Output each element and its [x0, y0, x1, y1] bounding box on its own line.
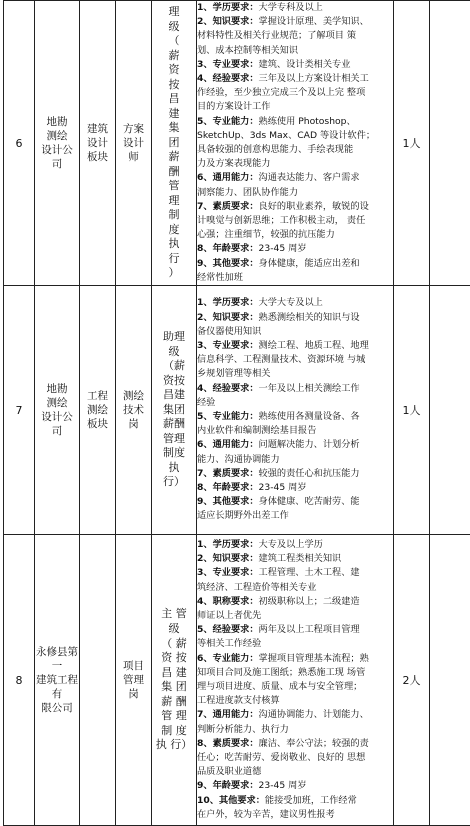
requirement-text: 划、成本控制等相关知识: [197, 45, 298, 56]
requirement-text: 身体健康，能适应出差和: [259, 258, 360, 269]
company-cell: [35, 286, 80, 535]
requirement-line: [197, 296, 393, 310]
level-line: ）: [169, 266, 180, 281]
requirement-text: 乡规划管理等相关: [197, 368, 271, 379]
requirement-text: 身体健康、吃苦耐劳、能: [259, 496, 360, 507]
requirement-line: [197, 637, 393, 651]
requirement-line: [197, 723, 393, 737]
requirement-text: 初级职称以上；二级建造: [259, 596, 360, 607]
level-line: 薪: [169, 150, 180, 165]
headcount-cell: 1人: [394, 286, 430, 535]
requirement-line: [197, 58, 393, 72]
requirement-text: 掌握项目管理基本流程；熟: [259, 653, 369, 664]
position-line: 岗: [116, 687, 151, 701]
level-line: 行: [169, 252, 180, 267]
level-line: 按: [169, 78, 180, 93]
level-text: [156, 607, 193, 752]
level-line: （薪: [163, 359, 185, 374]
requirement-line: [197, 143, 393, 157]
requirement-text: 测绘工程、地质工程、地理: [259, 340, 369, 351]
requirement-line: [197, 157, 393, 171]
requirement-line: [197, 652, 393, 666]
headcount-cell: 1人: [394, 1, 430, 286]
level-line: （: [169, 34, 180, 49]
requirement-text: 力及方案表现能力: [197, 158, 271, 169]
company-cell: [35, 535, 80, 826]
position-line: 技术: [116, 403, 151, 417]
requirement-line: [197, 339, 393, 353]
level-line: 资 按: [156, 651, 193, 666]
requirement-line: [197, 228, 393, 242]
level-line: 助理: [163, 330, 185, 345]
requirement-text: 两年及以上工程项目管理: [259, 624, 360, 635]
requirement-label: 2、知识要求：: [197, 16, 259, 27]
requirement-line: [197, 566, 393, 580]
level-line: 执: [169, 237, 180, 252]
company-line: 建筑工程有: [35, 673, 79, 701]
requirement-line: [197, 552, 393, 566]
department-line: 设计: [80, 136, 115, 150]
requirement-line: [197, 438, 393, 452]
requirement-text: 一年及以上相关测绘工作: [259, 383, 360, 394]
requirement-label: 9、其他要求：: [197, 258, 259, 269]
requirement-text: 问题解决能力、计划分析: [259, 439, 360, 450]
requirement-line: [197, 779, 393, 793]
requirement-label: 6、通用能力：: [197, 439, 259, 450]
department-line: 测绘: [80, 403, 115, 417]
notes-cell: [430, 286, 470, 535]
requirement-label: 1、学历要求：: [197, 539, 259, 550]
requirement-line: [197, 129, 393, 143]
requirement-line: [197, 765, 393, 779]
requirement-line: [197, 424, 393, 438]
level-text: [163, 330, 185, 490]
company-cell: [35, 1, 80, 286]
position-line: 测绘: [116, 389, 151, 403]
company-line: 司: [35, 157, 79, 171]
requirement-text: 适应长期野外出差工作: [197, 510, 289, 521]
recruitment-table: [3, 0, 470, 826]
requirement-label: 4、经验要求：: [197, 383, 259, 394]
requirement-label: 9、年龄要求：: [197, 780, 259, 791]
level-line: 建: [169, 107, 180, 122]
requirement-line: [197, 794, 393, 808]
requirement-text: 判断分析能力、执行力: [197, 724, 289, 735]
level-text: [169, 5, 180, 281]
requirement-label: 8、年龄要求：: [197, 482, 259, 493]
level-line: 酬: [169, 165, 180, 180]
level-line: 制: [169, 208, 180, 223]
requirement-text: 熟悉测绘相关的知识与设: [259, 312, 360, 323]
department-line: 工程: [80, 389, 115, 403]
requirement-text: 师证以上者优先: [197, 610, 261, 621]
requirement-text: 品质及职业道德: [197, 766, 261, 777]
requirement-text: 目的方案设计工作: [197, 101, 271, 112]
requirement-line: [197, 44, 393, 58]
requirement-label: 3、专业要求：: [197, 59, 259, 70]
level-line: 制度: [163, 446, 185, 461]
requirement-text: 内业软件和编制测绘基目报告: [197, 425, 316, 436]
requirement-line: [197, 453, 393, 467]
requirement-text: 良好的职业素养，敏锐的设: [259, 201, 369, 212]
requirement-label: 6、通用能力：: [197, 172, 259, 183]
level-line: 管理: [163, 432, 185, 447]
requirement-line: [197, 242, 393, 256]
requirement-line: [197, 100, 393, 114]
requirement-text: 能力、沟通协调能力: [197, 454, 280, 465]
requirement-line: [197, 325, 393, 339]
requirement-text: 材料特性及相关行业规范；了解项目 策: [197, 30, 356, 41]
level-line: 级: [163, 345, 185, 360]
requirement-text: 大专及以上学历: [259, 539, 323, 550]
department-cell: [80, 1, 116, 286]
company-line: 永修县第一: [35, 645, 79, 673]
requirement-text: 较强的责任心和抗压能力: [259, 468, 360, 479]
requirement-label: 1、学历要求：: [197, 2, 259, 13]
requirement-label: 5、经验要求：: [197, 624, 259, 635]
level-line: 执: [163, 461, 185, 476]
position-line: 师: [116, 150, 151, 164]
company-line: 限公司: [35, 701, 79, 715]
requirement-text: 工程进度款支付核算: [197, 695, 280, 706]
requirement-text: 沟通表达能力、客户需求: [259, 172, 360, 183]
requirement-text: 经常性加班: [197, 272, 243, 283]
requirement-text: 23-45 周岁: [259, 780, 307, 791]
requirement-text: 建筑工程类相关知识: [259, 553, 342, 564]
level-line: 昌建: [163, 388, 185, 403]
requirement-line: [197, 694, 393, 708]
requirement-line: [197, 115, 393, 129]
requirement-text: 掌握设计原理、美学知识、: [259, 16, 369, 27]
position-cell: [116, 535, 152, 826]
requirement-text: 具备较强的创意构思能力、手绘表现能: [197, 144, 353, 155]
requirement-line: [197, 311, 393, 325]
requirement-line: [197, 186, 393, 200]
requirement-text: 等相关工作经验: [197, 638, 261, 649]
level-line: 资按: [163, 374, 185, 389]
requirements-cell: [197, 535, 394, 826]
requirement-text: 洞察能力、团队协作能力: [197, 187, 298, 198]
requirement-line: [197, 271, 393, 285]
requirement-text: 工程管理、土木工程、建: [259, 567, 360, 578]
requirement-text: 理与项目进度、质量、成本与安全管理；: [197, 681, 362, 692]
requirement-text: 建筑、设计类相关专业: [259, 59, 351, 70]
level-line: 资: [169, 63, 180, 78]
position-cell: [116, 286, 152, 535]
requirement-text: 能接受加班，工作经常: [265, 795, 357, 806]
requirement-line: [197, 1, 393, 15]
requirement-line: [197, 367, 393, 381]
requirement-text: 计嗅觉与创新思维；工作积极主动， 责任: [197, 215, 365, 226]
level-line: 理: [169, 5, 180, 20]
level-line: 行）: [163, 475, 185, 490]
position-cell: [116, 1, 152, 286]
table-row: [4, 535, 470, 826]
company-line: 地勘: [35, 382, 79, 396]
requirement-text: 心强；注重细节，较强的抗压能力: [197, 229, 335, 240]
requirement-line: [197, 623, 393, 637]
requirement-line: [197, 680, 393, 694]
position-line: 方案: [116, 122, 151, 136]
company-line: 地勘: [35, 115, 79, 129]
level-line: 主 管: [156, 607, 193, 622]
requirement-line: [197, 410, 393, 424]
level-line: 昌: [169, 92, 180, 107]
level-line: 级: [169, 20, 180, 35]
level-line: 薪: [169, 49, 180, 64]
requirement-label: 9、其他要求：: [197, 496, 259, 507]
requirement-text: 知项目合同及施工图纸；熟悉施工现 场管: [197, 667, 365, 678]
company-line: 测绘: [35, 129, 79, 143]
requirement-text: 三年及以上方案设计相关工: [259, 73, 369, 84]
requirement-label: 3、专业要求：: [197, 567, 259, 578]
company-line: 设计公: [35, 143, 79, 157]
requirement-line: [197, 86, 393, 100]
level-line: 管 理: [156, 709, 193, 724]
row-number: 8: [4, 535, 35, 826]
requirement-text: 廉洁、奉公守法；较强的责: [259, 738, 369, 749]
level-line: 薪 酬: [156, 695, 193, 710]
level-cell: [152, 535, 197, 826]
level-line: 制 度: [156, 724, 193, 739]
requirement-line: [197, 581, 393, 595]
requirement-label: 4、职称要求：: [197, 596, 259, 607]
requirement-label: 3、专业要求：: [197, 340, 259, 351]
requirement-label: 1、学历要求：: [197, 297, 259, 308]
level-line: 执 行）: [156, 738, 193, 753]
level-line: 集: [169, 121, 180, 136]
level-line: 度: [169, 223, 180, 238]
requirement-text: 23-45 周岁: [259, 243, 307, 254]
level-line: 团: [169, 136, 180, 151]
requirement-text: SketchUp、3ds Max、CAD 等设计软件；: [197, 130, 375, 141]
position-line: 项目: [116, 659, 151, 673]
requirement-line: [197, 396, 393, 410]
requirement-line: [197, 538, 393, 552]
requirement-text: 大学专科及以上: [259, 2, 323, 13]
level-line: 集 团: [156, 680, 193, 695]
position-line: 设计: [116, 136, 151, 150]
requirement-line: [197, 200, 393, 214]
requirement-text: 备仪器使用知识: [197, 326, 261, 337]
level-line: 级: [156, 622, 193, 637]
requirements-cell: [197, 1, 394, 286]
requirement-label: 7、通用能力：: [197, 709, 259, 720]
row-number: 7: [4, 286, 35, 535]
requirement-label: 8、素质要求：: [197, 738, 259, 749]
level-line: 理: [169, 194, 180, 209]
requirement-text: 沟通协调能力、计划能力、: [259, 709, 369, 720]
requirement-text: 经验: [197, 397, 215, 408]
headcount-cell: 2人: [394, 535, 430, 826]
notes-cell: [430, 1, 470, 286]
requirement-label: 6、专业能力：: [197, 653, 259, 664]
level-cell: [152, 286, 197, 535]
requirement-label: 8、年龄要求：: [197, 243, 259, 254]
notes-cell: [430, 535, 470, 826]
requirement-text: 作经验，至少独立完成三个及以上完 整项: [197, 87, 365, 98]
requirement-label: 5、专业能力：: [197, 116, 259, 127]
requirement-label: 7、素质要求：: [197, 468, 259, 479]
requirement-label: 2、知识要求：: [197, 553, 259, 564]
department-cell: [80, 535, 116, 826]
department-line: 板块: [80, 417, 115, 431]
requirement-text: 熟练使用 Photoshop、: [259, 116, 356, 127]
requirement-line: [197, 808, 393, 822]
position-line: 管理: [116, 673, 151, 687]
requirement-line: [197, 29, 393, 43]
requirement-label: 7、素质要求：: [197, 201, 259, 212]
requirement-label: 5、专业能力：: [197, 411, 259, 422]
company-line: 司: [35, 424, 79, 438]
level-line: 薪酬: [163, 417, 185, 432]
row-number: 6: [4, 1, 35, 286]
requirement-line: [197, 257, 393, 271]
requirement-line: [197, 737, 393, 751]
requirement-line: [197, 495, 393, 509]
requirement-label: 4、经验要求：: [197, 73, 259, 84]
requirement-text: 23-45 周岁: [259, 482, 307, 493]
requirement-line: [197, 509, 393, 523]
table-row: [4, 286, 470, 535]
requirement-text: 熟练使用各测量设备、各: [259, 411, 360, 422]
requirement-text: 大学大专及以上: [259, 297, 323, 308]
requirement-line: [197, 15, 393, 29]
company-line: 设计公: [35, 410, 79, 424]
requirement-label: 10、其他要求：: [197, 795, 265, 806]
department-cell: [80, 286, 116, 535]
requirement-line: [197, 353, 393, 367]
level-line: 管: [169, 179, 180, 194]
company-line: 测绘: [35, 396, 79, 410]
requirement-line: [197, 609, 393, 623]
level-line: 集团: [163, 403, 185, 418]
requirement-line: [197, 708, 393, 722]
requirement-line: [197, 382, 393, 396]
requirement-line: [197, 214, 393, 228]
department-line: 板块: [80, 150, 115, 164]
requirement-label: 2、知识要求：: [197, 312, 259, 323]
position-line: 岗: [116, 417, 151, 431]
requirement-line: [197, 751, 393, 765]
requirement-text: 任心；吃苦耐劳、爱岗敬业、良好的 思想: [197, 752, 365, 763]
requirement-line: [197, 467, 393, 481]
requirement-line: [197, 595, 393, 609]
table-row: [4, 1, 470, 286]
requirement-text: 在户外，较为辛苦，建议男性报考: [197, 809, 335, 820]
department-line: 建筑: [80, 122, 115, 136]
level-line: 昌 建: [156, 666, 193, 681]
level-cell: [152, 1, 197, 286]
requirement-line: [197, 72, 393, 86]
requirement-line: [197, 666, 393, 680]
requirement-text: 信息科学、工程测量技术、资源环境 与城: [197, 354, 365, 365]
requirement-line: [197, 171, 393, 185]
level-line: （ 薪: [156, 637, 193, 652]
requirement-text: 筑经济、工程造价等相关专业: [197, 582, 316, 593]
requirement-line: [197, 481, 393, 495]
requirements-cell: [197, 286, 394, 535]
